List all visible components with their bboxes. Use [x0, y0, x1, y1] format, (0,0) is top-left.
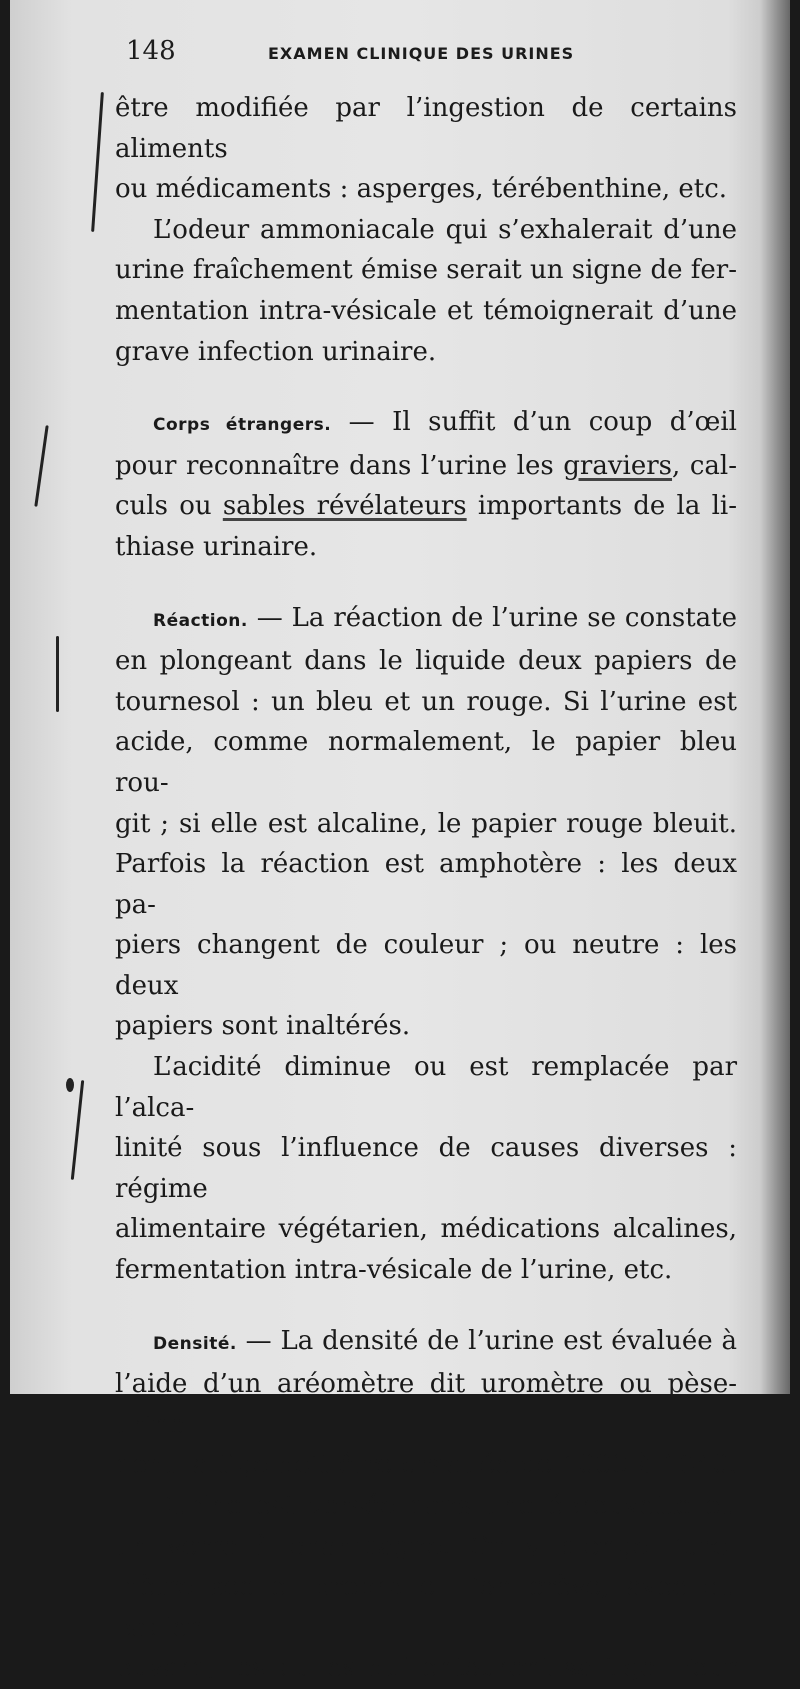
text-line: L’acidité diminue ou est remplacée par l’alca- [115, 1052, 737, 1123]
text-line: L’odeur ammoniacale qui s’exhalerait d’une [153, 214, 737, 245]
text-line: mètre sec et propre et l’on crève, avec du papier [115, 1572, 737, 1643]
margin-pencil-mark [91, 92, 104, 232]
page-header [118, 36, 730, 66]
text-line: dont la tige doit être graduée de 1000 à 1040. [115, 1450, 737, 1481]
book-page [10, 0, 790, 1684]
text-line: git ; si elle est alcaline, le papier rouge bleuit. [115, 808, 737, 839]
section-reaction: Réaction. — La réaction de l’urine se constate [153, 602, 737, 633]
text-line: ou médicaments : asperges, térébenthine, etc. [115, 174, 728, 205]
text-line: urine fraîchement émise serait un signe de fer- [115, 255, 737, 286]
text-line: grave infection urinaire. [115, 336, 437, 367]
text-line: linité sous l’influence de causes diverses : régime [115, 1133, 737, 1204]
text-line: Parfois la réaction est amphotère : les deux pa- [115, 849, 737, 920]
text-line: mentation intra-vésicale et témoignerait d’une [115, 295, 737, 326]
text-line: fermentation intra-vésicale de l’urine, etc. [115, 1255, 673, 1286]
text-line: buvard, les bulles qui entourent sa tige. Pour [115, 1653, 737, 1684]
body-text [115, 88, 737, 1689]
section-heading: Réaction. [153, 610, 248, 631]
underlined-phrase: sables révélateurs [222, 491, 467, 522]
margin-pencil-mark [66, 1078, 74, 1092]
section-densite: Densité. — La densité de l’urine est évaluée à [153, 1325, 737, 1356]
page-number: 148 [126, 36, 176, 66]
text-line: un verre à champagne. On y plonge l’uro- [115, 1531, 737, 1562]
text-line: culs ou sables révélateurs importants de la li- [115, 491, 737, 522]
text-line: tournesol : un bleu et un rouge. Si l’urine est [115, 686, 737, 717]
text-line: acide, comme normalement, le papier bleu rou- [115, 727, 737, 798]
text-line: être modifiée par l’ingestion de certains aliments [115, 93, 737, 164]
section-heading: Densité. [153, 1333, 237, 1354]
section-corps-etrangers: Corps étrangers. — Il suffit d’un coup d’œil [153, 407, 737, 438]
text-line: thiase urinaire. [115, 531, 318, 562]
underlined-word: graviers [563, 450, 673, 481]
text-line: piers changent de couleur ; ou neutre : les deux [115, 930, 737, 1001]
text-line: alimentaire végétarien, médications alcalines, [115, 1214, 737, 1245]
text-line: L’urine est versée dans une éprouvette ou [153, 1491, 737, 1521]
text-line: pour reconnaître dans l’urine les graviers, cal- [115, 450, 738, 481]
margin-pencil-mark [34, 425, 48, 507]
margin-pencil-mark [71, 1080, 84, 1180]
section-heading: Corps étrangers. [153, 415, 332, 436]
running-title: EXAMEN CLINIQUE DES URINES [268, 44, 575, 63]
text-line: en plongeant dans le liquide deux papiers de [115, 646, 737, 677]
text-line: l’aide d’un aréomètre dit uromètre ou pèse-urine [115, 1369, 737, 1440]
margin-pencil-mark [56, 636, 59, 712]
text-line: papiers sont inaltérés. [115, 1011, 411, 1042]
